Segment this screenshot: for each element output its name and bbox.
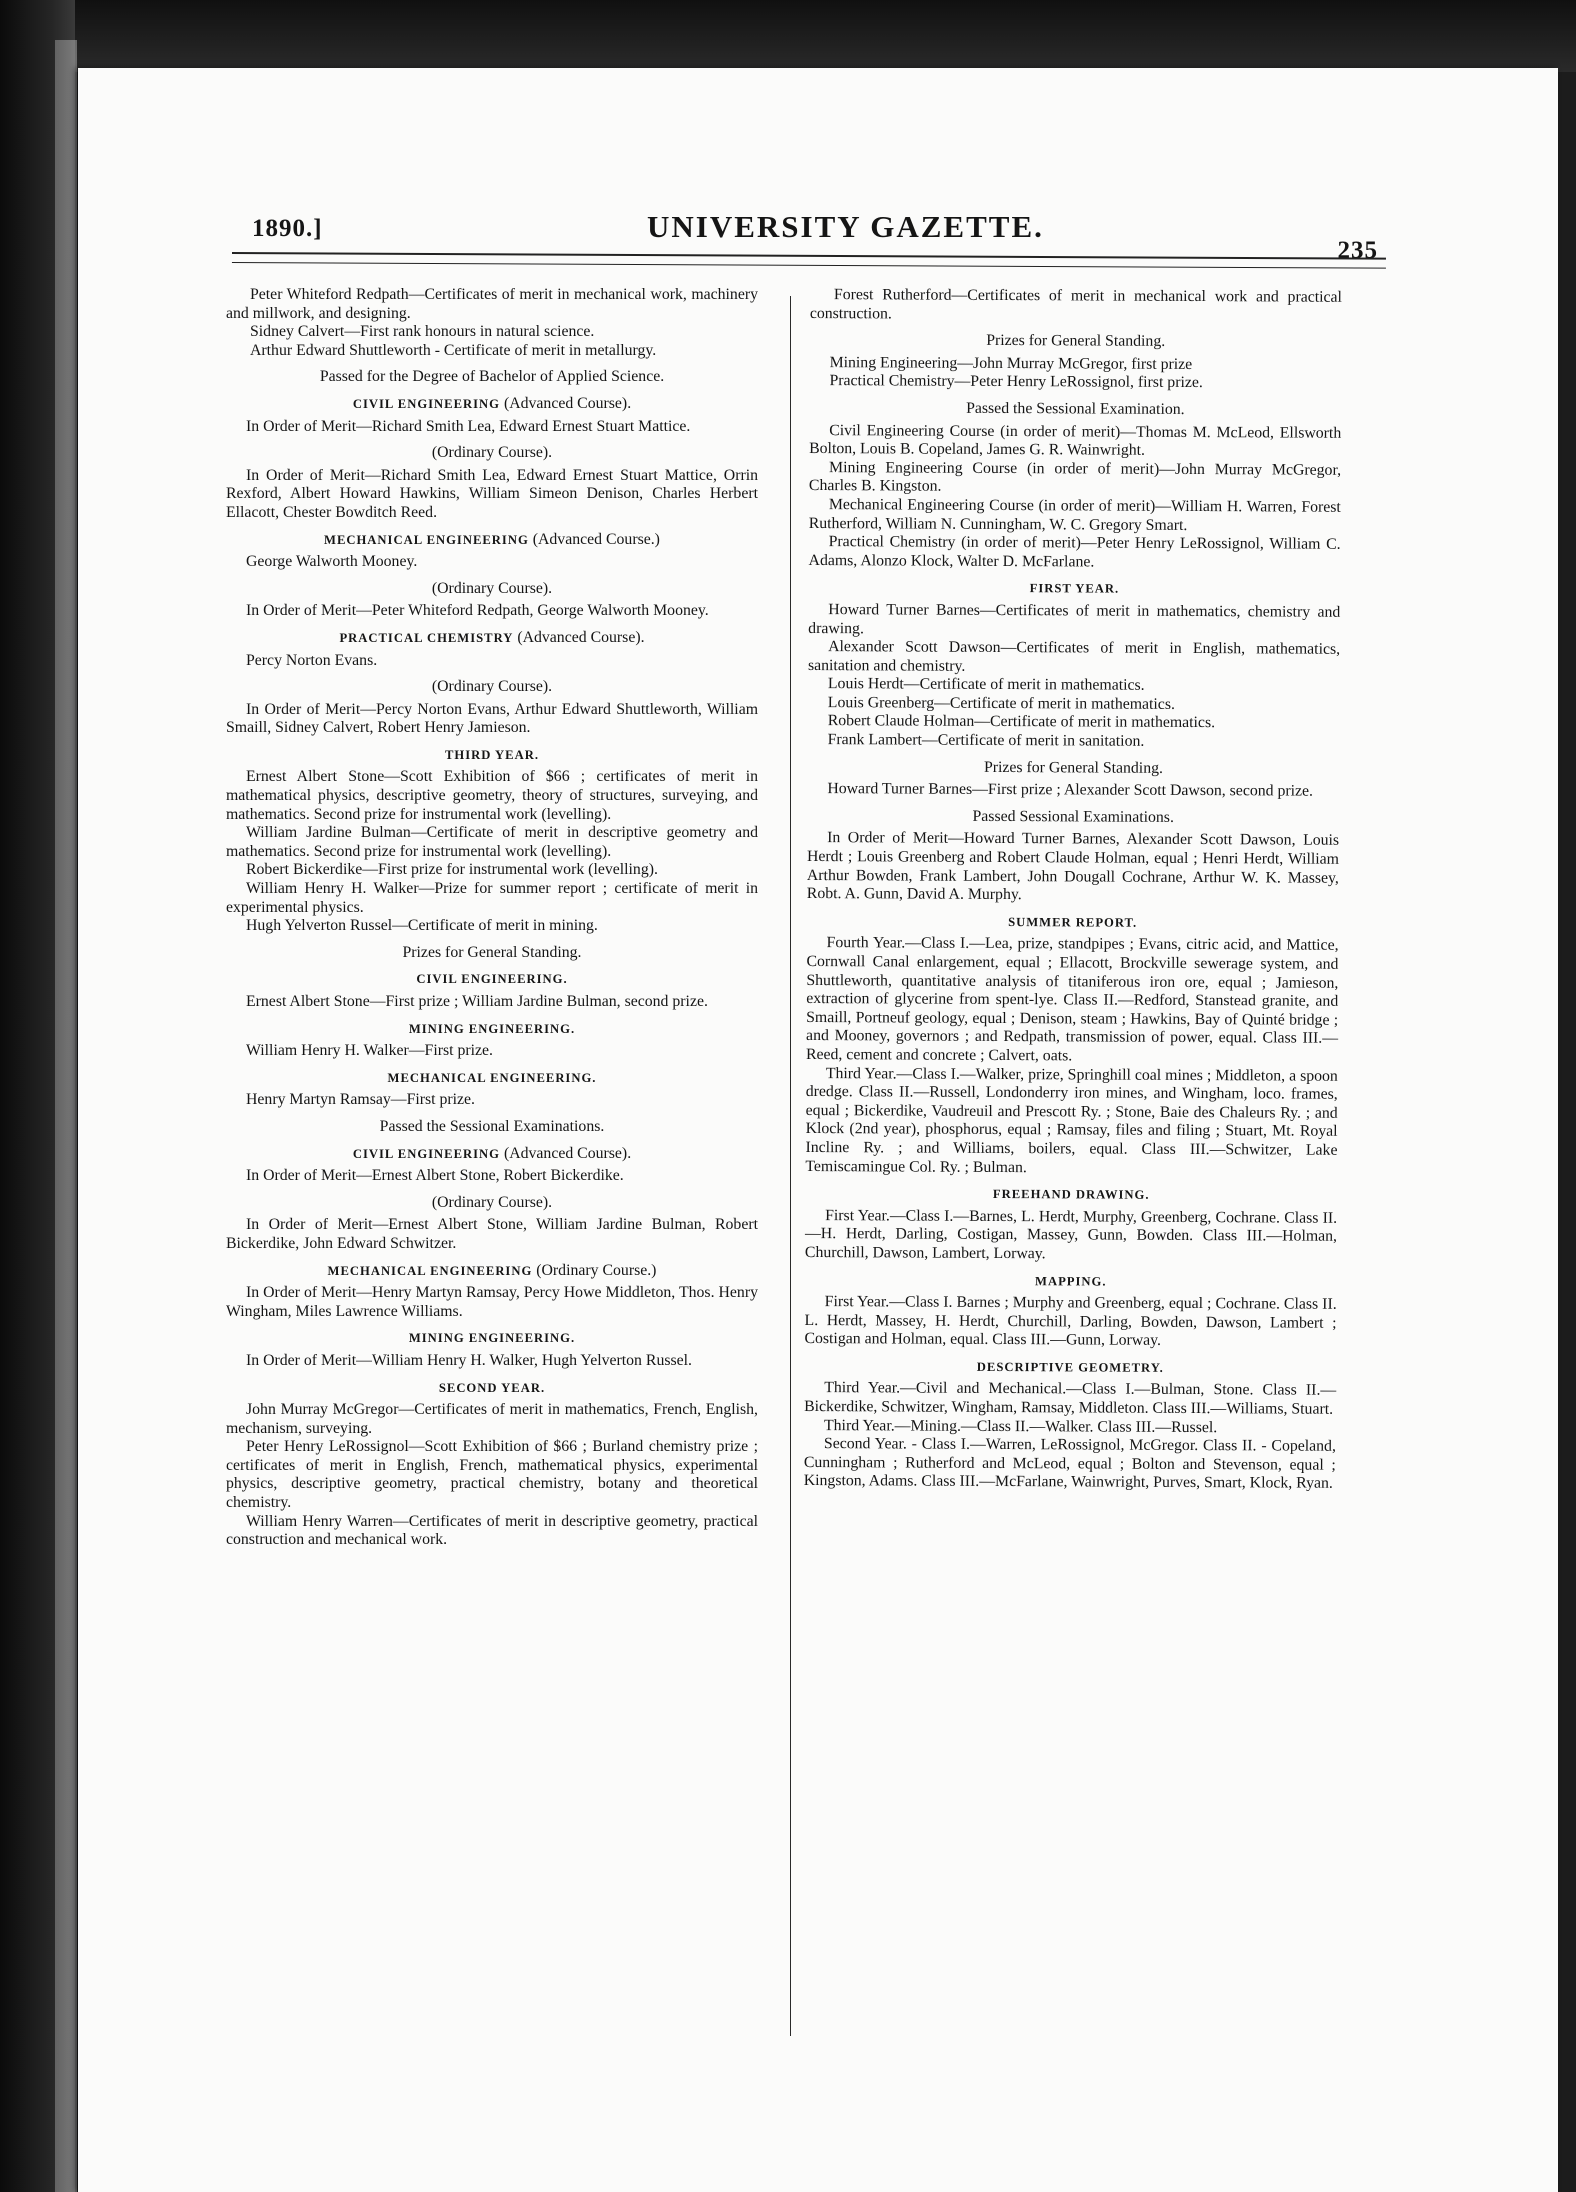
subsection-heading	[226, 395, 758, 414]
heading-name: MECHANICAL ENGINEERING	[324, 532, 529, 547]
paragraph: Hugh Yelverton Russel—Certificate of merit in mining.	[246, 917, 598, 935]
paragraph: William Jardine Bulman—Certificate of merit in descriptive geometry and mathematics. Second prize for instrumental work (levelling).	[226, 824, 758, 860]
paragraph: In Order of Merit—William Henry H. Walker, Hugh Yelverton Russel.	[246, 1351, 692, 1369]
subsection-heading: CIVIL ENGINEERING.	[416, 972, 568, 987]
subsection-heading: (Ordinary Course).	[431, 1193, 553, 1211]
paragraph: Howard Turner Barnes—Certificates of merit in mathematics, chemistry and drawing.	[808, 601, 1341, 637]
paragraph: Louis Greenberg—Certificate of merit in mathematics.	[827, 693, 1175, 713]
paragraph: In Order of Merit—Peter Whiteford Redpath, George Walworth Mooney.	[246, 602, 709, 620]
header-title: UNIVERSITY GAZETTE.	[647, 209, 1044, 244]
paragraph: Robert Bickerdike—First prize for instrumental work (levelling).	[246, 861, 658, 879]
paragraph: Sidney Calvert—First rank honours in natural science.	[250, 323, 595, 341]
subsection-heading: MINING ENGINEERING.	[408, 1331, 576, 1346]
subsection-heading	[226, 629, 758, 648]
section-heading: Prizes for General Standing.	[402, 943, 582, 961]
header-date: 1890.]	[252, 215, 323, 242]
section-heading: MAPPING.	[1035, 1273, 1107, 1289]
paragraph: Robert Claude Holman—Certificate of merit in mathematics.	[827, 712, 1216, 732]
page-number: 235	[1337, 237, 1378, 264]
section-heading: DESCRIPTIVE GEOMETRY.	[976, 1359, 1164, 1375]
book-spine	[55, 40, 77, 2192]
subsection-heading: MINING ENGINEERING.	[408, 1021, 576, 1036]
paragraph: William Henry Warren—Certificates of merit in descriptive geometry, practical construction and mechanical work.	[226, 1512, 758, 1549]
section-heading: Passed for the Degree of Bachelor of Applied Science.	[319, 368, 665, 386]
paragraph: Frank Lambert—Certificate of merit in sanitation.	[827, 731, 1145, 750]
section-heading: Prizes for General Standing.	[986, 332, 1166, 351]
heading-course: (Advanced Course).	[503, 1144, 632, 1162]
paragraph: In Order of Merit—Henry Martyn Ramsay, Percy Howe Middleton, Thos. Henry Wingham, Miles Lawrence Williams.	[226, 1284, 758, 1320]
section-heading: Prizes for General Standing.	[983, 758, 1164, 777]
paragraph: Peter Whiteford Redpath—Certificates of merit in mechanical work, machinery and millwork, and designing.	[226, 286, 758, 322]
heading-course: (Ordinary Course.)	[536, 1261, 657, 1279]
heading-course: (Advanced Course.)	[532, 530, 660, 548]
paragraph: John Murray McGregor—Certificates of merit in mathematics, French, English, mechanism, surveying.	[226, 1401, 758, 1437]
subsection-heading: (Ordinary Course).	[431, 579, 553, 597]
scan-backdrop-top	[75, 0, 1576, 72]
paragraph: Forest Rutherford—Certificates of merit in mechanical work and practical construction.	[809, 286, 1342, 323]
subsection-heading: MECHANICAL ENGINEERING.	[387, 1070, 597, 1085]
paragraph: Percy Norton Evans.	[246, 651, 378, 669]
paragraph: Louis Herdt—Certificate of merit in mathematics.	[827, 675, 1145, 695]
paragraph: In Order of Merit—Richard Smith Lea, Edward Ernest Stuart Mattice.	[246, 417, 691, 435]
paragraph: George Walworth Mooney.	[246, 553, 418, 571]
paragraph: Mining Engineering—John Murray McGregor, first prize	[829, 353, 1193, 373]
paragraph: Third Year.—Mining.—Class II.—Walker. Class III.—Russel.	[823, 1416, 1218, 1436]
subsection-heading	[226, 1262, 758, 1281]
paragraph: Practical Chemistry (in order of merit)—Peter Henry LeRossignol, William C. Adams, Alonzo Klock, Walter D. McFarlane.	[808, 533, 1341, 571]
section-heading: FREEHAND DRAWING.	[992, 1187, 1150, 1202]
paragraph: In Order of Merit—Ernest Albert Stone, Robert Bickerdike.	[246, 1167, 624, 1185]
section-heading: Passed Sessional Examinations.	[972, 807, 1174, 826]
paragraph: Third Year.—Civil and Mechanical.—Class I.—Bulman, Stone. Class II.—Bickerdike, Schwitzer, Wingham, Ramsay, Middleton. Class III.—Williams, Stuart.	[804, 1379, 1337, 1418]
right-column	[804, 286, 1342, 1494]
year-heading: SECOND YEAR.	[438, 1380, 546, 1395]
paragraph: Howard Turner Barnes—First prize ; Alexander Scott Dawson, second prize.	[827, 780, 1314, 800]
paragraph: In Order of Merit—Percy Norton Evans, Arthur Edward Shuttleworth, William Smaill, Sidney Calvert, Robert Henry Jamieson.	[226, 700, 758, 737]
left-column	[226, 286, 758, 1550]
paragraph: William Henry H. Walker—First prize.	[246, 1042, 493, 1060]
section-heading: Passed the Sessional Examination.	[966, 399, 1185, 418]
paragraph: Fourth Year.—Class I.—Lea, prize, standpipes ; Evans, citric acid, and Mattice, Cornwall Canal enlargement, equal ; Ellacott, Brockville sewerage system, and Shuttleworth, quantitative analysis of titaniferous iron ore, equal ; Jamieson, extraction of glycerine from spent-lye. Class II.—Redford, Stanstead granite, and Smaill, Portneuf geology, equal ; Denison, steam ; Hawkins, Bay of Quinté bridge ; and Mooney, governors ; and Redpath, transmission of power, equal. Class III.—Reed, cement and concrete ; Calvert, oats.	[805, 934, 1339, 1065]
subsection-heading: (Ordinary Course).	[431, 444, 553, 462]
paragraph: Mechanical Engineering Course (in order of merit)—William H. Warren, Forest Rutherford, William N. Cunningham, W. C. Gregory Smart.	[808, 496, 1341, 534]
heading-name: CIVIL ENGINEERING	[352, 396, 500, 411]
heading-name: PRACTICAL CHEMISTRY	[339, 630, 514, 645]
paragraph: Second Year. - Class I.—Warren, LeRossignol, McGregor. Class II. - Copeland, Cunningham ; Rutherford and McLeod, equal ; Bolton and Stevenson, equal ; Kingston, Adams. Class III.—McFarlane, Wainwright, Purves, Smart, Klock, Ryan.	[803, 1435, 1336, 1493]
paragraph: Mining Engineering Course (in order of merit)—John Murray McGregor, Charles B. Kingston.	[808, 458, 1342, 496]
subsection-heading	[226, 1145, 758, 1164]
paragraph: Arthur Edward Shuttleworth - Certificate of merit in metallurgy.	[250, 341, 657, 359]
subsection-heading	[226, 531, 758, 550]
paragraph: Henry Martyn Ramsay—First prize.	[246, 1091, 476, 1109]
heading-course: (Advanced Course).	[503, 394, 632, 412]
heading-name: CIVIL ENGINEERING	[352, 1146, 500, 1161]
paragraph: Ernest Albert Stone—Scott Exhibition of $66 ; certificates of merit in mathematical physics, descriptive geometry, theory of structures, surveying, and mathematics. Second prize for instrumental work (levelling).	[226, 768, 758, 823]
subsection-heading: (Ordinary Course).	[431, 678, 553, 696]
paragraph: Practical Chemistry—Peter Henry LeRossignol, first prize.	[829, 372, 1203, 392]
paragraph: William Henry H. Walker—Prize for summer report ; certificate of merit in experimental physics.	[226, 880, 758, 916]
paragraph: Third Year.—Class I.—Walker, prize, Springhill coal mines ; Middleton, a spoon dredge. Class II.—Russell, Londonderry iron mines, and Wingham, loco. frames, equal ; Bickerdike, Vaudreuil and Prescott Ry. ; Stone, Baie des Chaleurs Ry. ; and Klock (2nd year), phosphorus, equal ; Ramsay, files and filing ; Stuart, Mt. Royal Incline Ry. ; and Williams, boilers, equal. Class III.—Schwitzer, Lake Temiscamingue Col. Ry. ; Bulman.	[805, 1064, 1338, 1176]
section-heading: SUMMER REPORT.	[1008, 914, 1138, 930]
heading-course: (Advanced Course).	[517, 628, 645, 646]
paragraph: Ernest Albert Stone—First prize ; William Jardine Bulman, second prize.	[246, 993, 708, 1010]
paragraph: In Order of Merit—Howard Turner Barnes, Alexander Scott Dawson, Louis Herdt ; Louis Greenberg and Robert Claude Holman, equal ; Henri Herdt, William Arthur Bowden, Frank Lambert, John Dougall Cochrane, Arthur W. K. Massey, Robt. A. Gunn, David A. Murphy.	[806, 829, 1340, 904]
paragraph: Peter Henry LeRossignol—Scott Exhibition of $66 ; Burland chemistry prize ; certificates of merit in English, French, mathematical physics, experimental physics, descriptive geometry, practical chemistry, botany and theoretical chemistry.	[226, 1438, 758, 1512]
year-heading: FIRST YEAR.	[1029, 581, 1120, 596]
paragraph: Civil Engineering Course (in order of merit)—Thomas M. McLeod, Ellsworth Bolton, Louis B. Copeland, James G. R. Wainwright.	[809, 421, 1342, 459]
paragraph: In Order of Merit—Richard Smith Lea, Edward Ernest Stuart Mattice, Orrin Rexford, Albert Howard Hawkins, William Simeon Denison, Charles Herbert Ellacott, Chester Bowditch Reed.	[226, 466, 758, 521]
paragraph: First Year.—Class I. Barnes ; Murphy and Greenberg, equal ; Cochrane. Class II. L. Herdt, Massey, H. Herdt, Churchill, Darling, Bowden, Dawson, Lambert ; Costigan and Holman, equal. Class III.—Gunn, Lorway.	[804, 1293, 1337, 1350]
column-divider	[790, 296, 791, 2036]
paragraph: Alexander Scott Dawson—Certificates of merit in English, mathematics, sanitation and chemistry.	[807, 638, 1341, 675]
section-heading: Passed the Sessional Examinations.	[379, 1117, 605, 1135]
year-heading: THIRD YEAR.	[444, 747, 539, 762]
paragraph: In Order of Merit—Ernest Albert Stone, William Jardine Bulman, Robert Bickerdike, John Edward Schwitzer.	[226, 1216, 758, 1252]
heading-name: MECHANICAL ENGINEERING	[327, 1263, 533, 1278]
paragraph: First Year.—Class I.—Barnes, L. Herdt, Murphy, Greenberg, Cochrane. Class II.—H. Herdt, Darling, Costigan, Massey, Gunn, Bowden. Class III.—Holman, Churchill, Dawson, Lambert, Lorway.	[804, 1206, 1338, 1263]
